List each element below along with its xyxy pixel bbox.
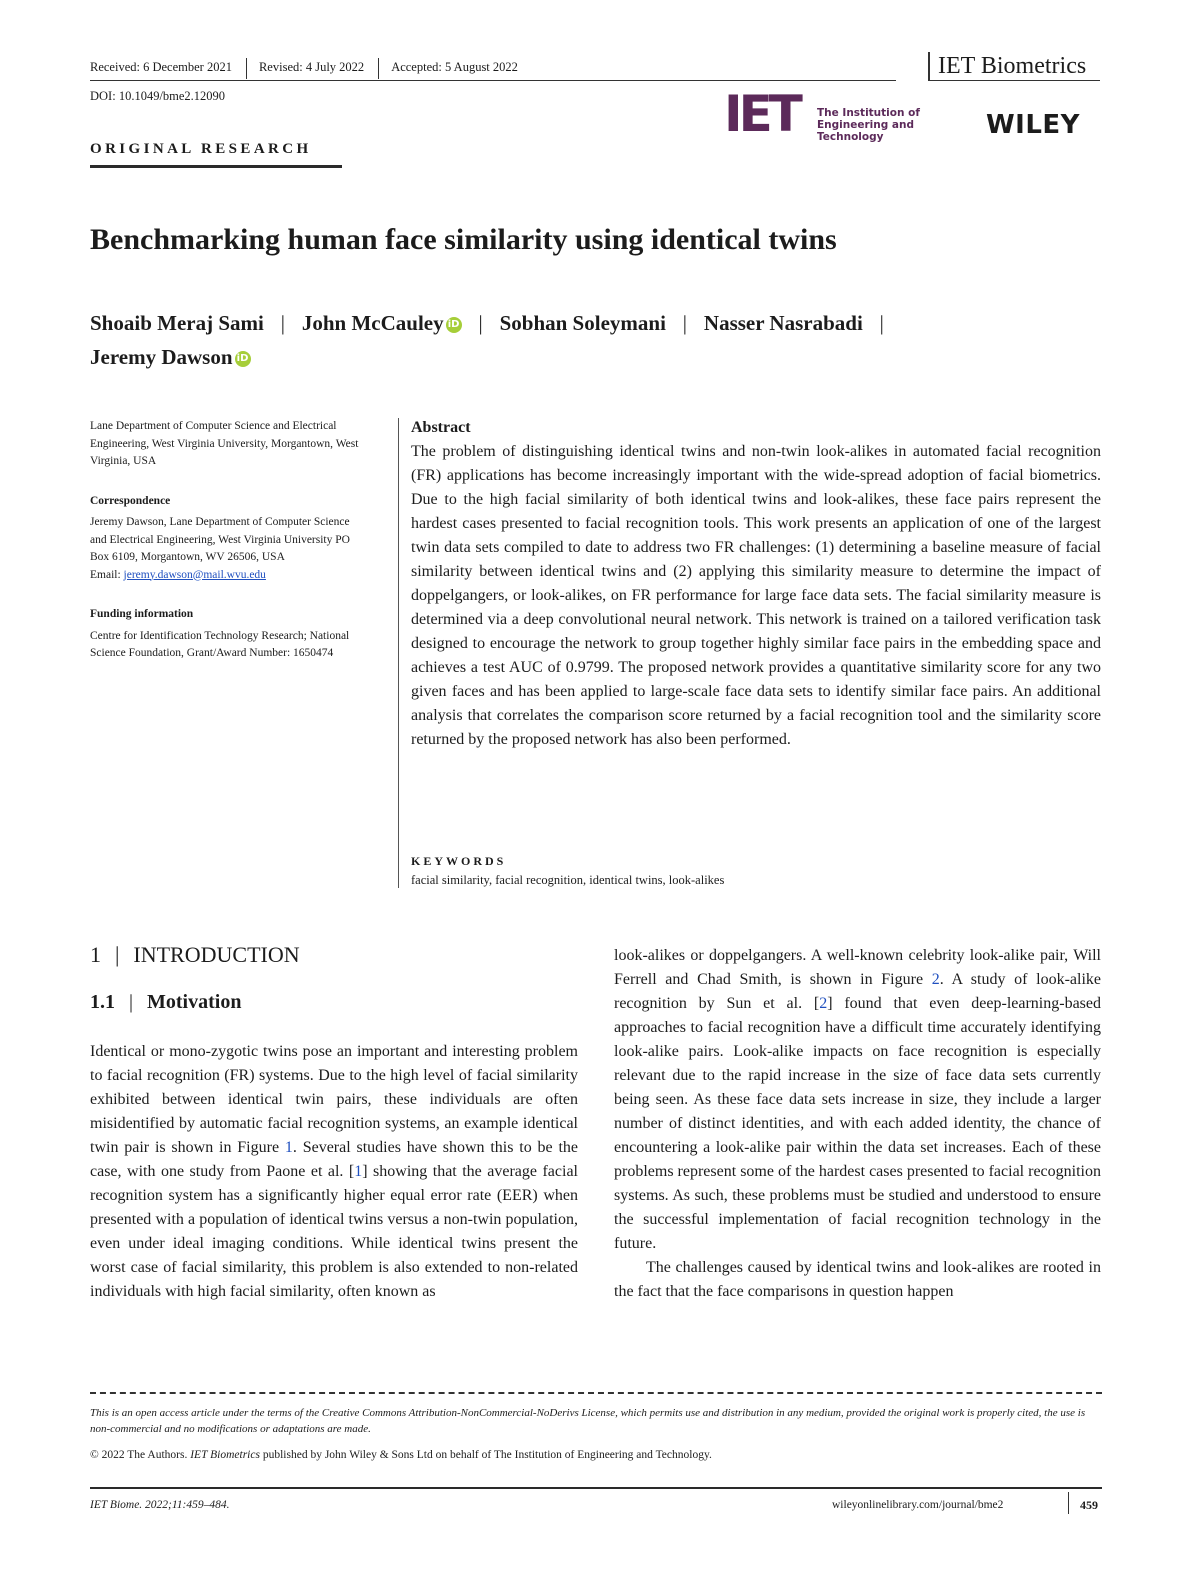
article-info-column	[90, 418, 360, 663]
copyright-text	[90, 1447, 1102, 1463]
body-text: . A study of look-alike recognition by Sun et al. [	[614, 971, 1101, 1012]
subsection-number: 1.1	[90, 991, 115, 1013]
body-text: Identical or mono-zygotic twins pose an important and interesting problem to facial recognition (FR) systems. Due to the high level of facial similarity exhibited between identical twin pairs, these individuals are often misidentified by automatic facial recognition systems, an example identical twin pair is shown in Figure	[90, 1043, 578, 1156]
article-dates	[90, 58, 896, 81]
iet-logo	[724, 85, 984, 143]
accepted-date: Accepted: 5 August 2022	[391, 60, 518, 74]
iet-logo-text	[817, 107, 984, 143]
footer-rule	[90, 1487, 1102, 1489]
author-name[interactable]: Sobhan Soleymani	[499, 311, 666, 335]
correspondence-text: Jeremy Dawson, Lane Department of Computer Science and Electrical Engineering, West Virginia University PO Box 6109, Morgantown, WV 26506, USA	[90, 516, 350, 563]
body-text: ] showing that the average facial recognition system has a significantly higher equal error rate (EER) when presented with a population of identical twins versus a non-twin population, even under ideal imaging conditions. While identical twins present the worst case of facial similarity, this problem is also extended to non-related individuals with high facial similarity, often known as	[90, 1163, 578, 1300]
correspondence-heading: Correspondence	[90, 494, 171, 507]
journal-url[interactable]: wileyonlinelibrary.com/journal/bme2	[832, 1499, 1004, 1511]
footer-separator	[1068, 1492, 1069, 1514]
iet-logo-mark: IET	[724, 85, 799, 143]
orcid-icon[interactable]: iD	[446, 317, 462, 333]
body-left-column	[90, 1040, 578, 1304]
body-paragraph	[614, 944, 1101, 1256]
keywords-text: facial similarity, facial recognition, identical twins, look-alikes	[411, 873, 725, 887]
affiliation: Lane Department of Computer Science and Electrical Engineering, West Virginia University, Morgantown, West Virginia, USA	[90, 420, 359, 467]
funding-heading: Funding information	[90, 608, 194, 620]
iet-logo-line2: Engineering and Technology	[817, 119, 914, 143]
body-text: . Several studies have shown this to be the case, with one study from Paone et al. [	[90, 1139, 578, 1180]
author-separator: |	[682, 311, 688, 335]
iet-logo-line1: The Institution of	[817, 107, 920, 119]
reference-2-link[interactable]: 2	[819, 995, 828, 1012]
abstract-text: The problem of distinguishing identical twins and non-twin look-alikes in automated facial recognition (FR) applications has become increasingly important with the wide-spread adoption of facial biometrics. Due to the high facial similarity of both identical twins and look-alikes, these face pairs represent the hardest cases presented to facial recognition tools. This work presents an application of one of the largest twin data sets compiled to date to address two FR challenges: (1) determining a baseline measure of facial similarity between identical twins and (2) applying this similarity measure to determine the impact of doppelgangers, or look-alikes, on FR performance for large face data sets. The facial similarity measure is determined via a deep convolutional neural network. This network is trained on a tailored verification task designed to encourage the network to group together highly similar face pairs in the embedding space and achieves a test AUC of 0.9799. The proposed network provides a quantitative similarity score for any two given faces and has been applied to large-scale face data sets to identify similar face pairs. An additional analysis that correlates the comparison score returned by a facial recognition tool and the similarity score returned by the proposed network has also been performed.	[411, 443, 1101, 748]
heading-separator: |	[129, 991, 134, 1013]
citation: IET Biome. 2022;11:459–484.	[90, 1499, 230, 1511]
section-title: INTRODUCTION	[133, 942, 300, 967]
subsection-title: Motivation	[147, 991, 242, 1013]
author-name[interactable]: John McCauley	[301, 311, 444, 335]
funding-text: Centre for Identification Technology Research; National Science Foundation, Grant/Award Number: 1650474	[90, 629, 350, 659]
section-heading	[90, 940, 300, 970]
abstract-divider	[398, 418, 399, 888]
figure-2-link[interactable]: 2	[931, 971, 940, 988]
reference-1-link[interactable]: 1	[354, 1163, 363, 1180]
subsection-heading	[90, 988, 241, 1016]
article-type: ORIGINAL RESEARCH	[90, 141, 312, 157]
author-name[interactable]: Shoaib Meraj Sami	[90, 311, 264, 335]
author-separator: |	[280, 311, 285, 335]
body-text: look-alikes or doppelgangers. A well-known celebrity look-alike pair, Will Ferrell and Chad Smith, is shown in Figure	[614, 947, 1101, 988]
body-right-column	[614, 944, 1101, 1304]
journal-rule	[928, 80, 1100, 81]
copyright-suffix: published by John Wiley & Sons Ltd on behalf of The Institution of Engineering and Technology.	[259, 1449, 712, 1461]
body-text: ] found that even deep-learning-based approaches to facial recognition have a difficult time accurately identifying look-alike pairs. Look-alike impacts on face recognition is especially relevant due to the rapid increase in the size of face data sets currently being seen. As these face data sets increase in size, they include a larger number of distinct identities, and with each added identity, the chance of encountering a look-alike pair within the data set increases. Each of these problems represent some of the hardest cases presented to facial recognition systems. As such, these problems must be studied and understood to ensure the successful implementation of facial recognition technology in the future.	[614, 995, 1102, 1252]
figure-1-link[interactable]: 1	[284, 1139, 293, 1156]
copyright-journal: IET Biometrics	[190, 1449, 260, 1461]
heading-separator: |	[115, 942, 120, 967]
article-type-rule	[90, 165, 342, 168]
journal-name: IET Biometrics	[928, 52, 1086, 80]
wiley-logo: WILEY	[986, 110, 1081, 140]
page-number: 459	[1080, 1498, 1098, 1512]
license-divider	[90, 1392, 1102, 1394]
author-separator: |	[478, 311, 483, 335]
revised-date: Revised: 4 July 2022	[259, 58, 379, 79]
orcid-icon[interactable]: iD	[235, 351, 251, 367]
copyright-prefix: © 2022 The Authors.	[90, 1449, 191, 1461]
correspondence-email-line	[90, 567, 360, 585]
abstract-heading: Abstract	[411, 419, 471, 436]
section-number: 1	[90, 942, 101, 967]
keywords-heading: KEYWORDS	[411, 854, 507, 868]
received-date: Received: 6 December 2021	[90, 58, 247, 79]
author-list	[90, 306, 1100, 374]
paper-title: Benchmarking human face similarity using identical twins	[90, 223, 837, 256]
license-text: This is an open access article under the terms of the Creative Commons Attribution-NonCommercial-NoDerivs License, which permits use and distribution in any medium, provided the original work is properly cited, the use is non-commercial and no modifications or adaptations are made.	[90, 1407, 1086, 1435]
email-label: Email:	[90, 568, 124, 581]
email-link[interactable]: jeremy.dawson@mail.wvu.edu	[123, 568, 266, 581]
body-paragraph: The challenges caused by identical twins and look-alikes are rooted in the fact that the face comparisons in question happen	[614, 1259, 1101, 1300]
author-separator: |	[879, 311, 884, 335]
author-name[interactable]: Jeremy Dawson	[90, 345, 233, 369]
author-name[interactable]: Nasser Nasrabadi	[703, 311, 863, 335]
doi: DOI: 10.1049/bme2.12090	[90, 89, 226, 103]
